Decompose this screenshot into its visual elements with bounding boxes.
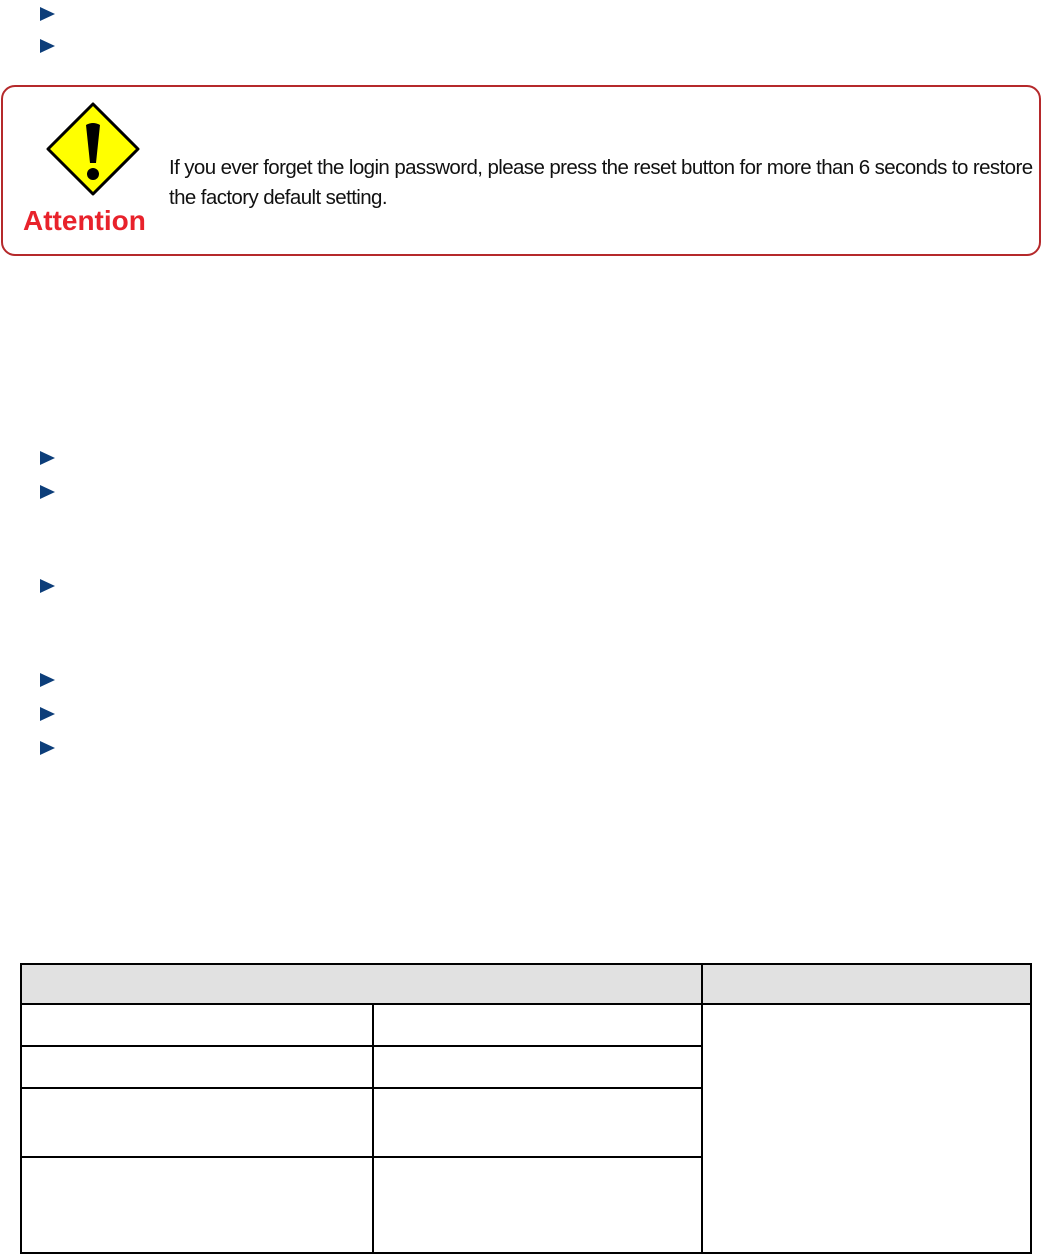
triangle-bullet-icon <box>36 705 58 723</box>
triangle-bullet-icon <box>36 483 58 501</box>
table-header-cell <box>702 964 1031 1004</box>
table-row <box>21 1004 1031 1046</box>
table-cell <box>21 1046 373 1088</box>
attention-box <box>1 85 1041 256</box>
table-cell <box>373 1088 702 1157</box>
table-cell <box>21 1088 373 1157</box>
table-merged-cell <box>702 1004 1031 1253</box>
warning-diamond-icon <box>45 101 141 197</box>
attention-message: If you ever forget the login password, please press the reset button for more than 6 seconds to restore the factory default setting. <box>169 156 1033 209</box>
table-cell <box>21 1004 373 1046</box>
triangle-bullet-icon <box>36 5 58 23</box>
triangle-bullet-icon <box>36 739 58 757</box>
table-cell <box>21 1157 373 1253</box>
table-cell <box>373 1004 702 1046</box>
table-cell <box>373 1046 702 1088</box>
table-cell <box>373 1157 702 1253</box>
triangle-bullet-icon <box>36 577 58 595</box>
triangle-bullet-icon <box>36 671 58 689</box>
triangle-bullet-icon <box>36 449 58 467</box>
table-header-cell <box>21 964 702 1004</box>
attention-label: Attention <box>23 205 146 236</box>
spec-table <box>20 963 1032 1254</box>
table-header-row <box>21 964 1031 1004</box>
triangle-bullet-icon <box>36 37 58 55</box>
